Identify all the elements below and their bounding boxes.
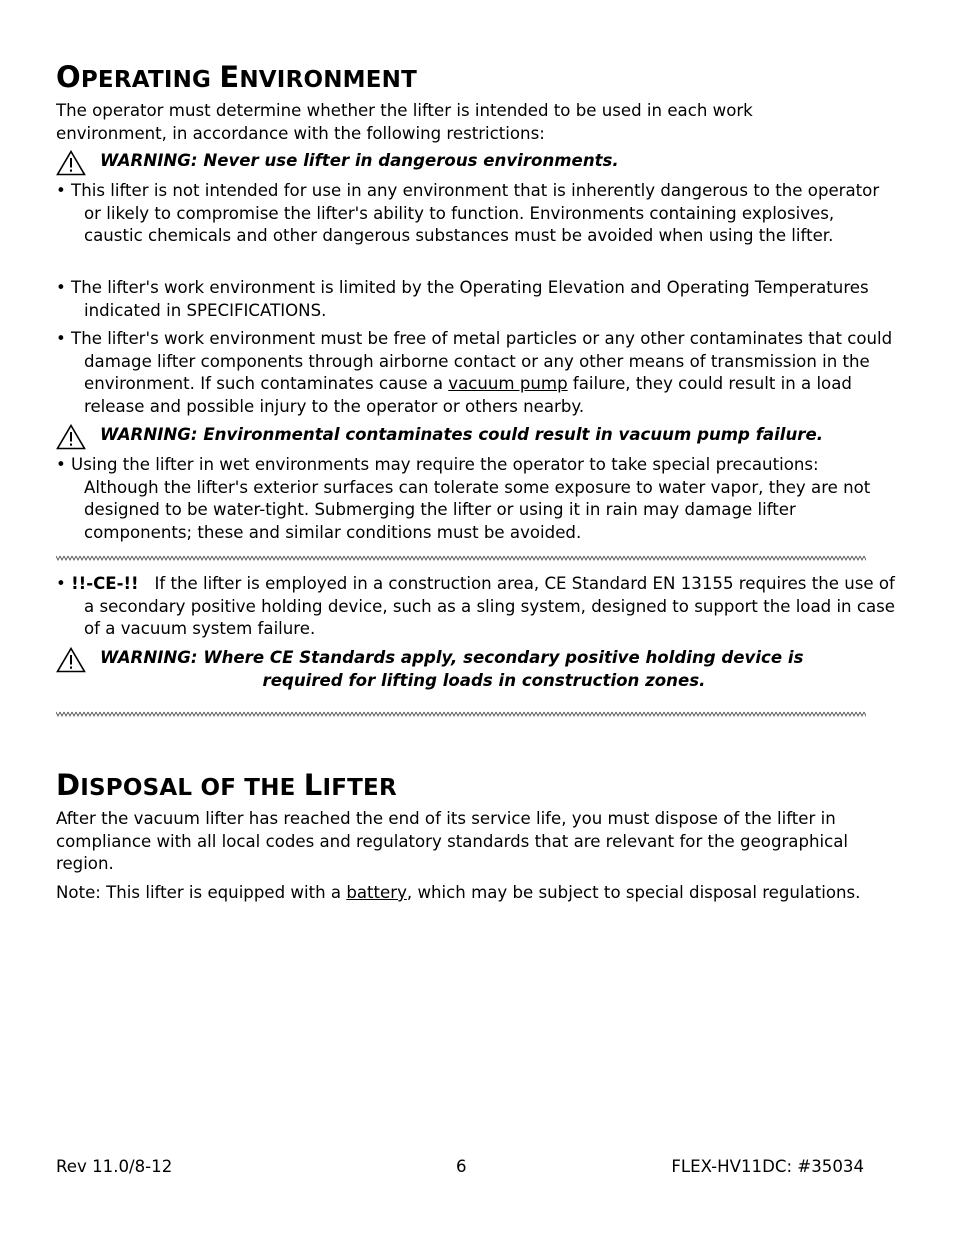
warning-triangle-icon <box>56 150 86 176</box>
disposal-paragraph: After the vacuum lifter has reached the end of its service life, you must dispose of the lifter in compliance with all local codes and regulatory standards that are relevant for the geographical region. <box>56 809 849 873</box>
bullet-contaminates: • The lifter's work environment must be free of metal particles or any other contaminates that could damage lifter components through airborne contact or any other means of transmission in the environment. If such contaminates cause a vacuum pump failure, they could result in a load release and possible injury to the operator or others nearby. <box>56 329 893 416</box>
revision-label: Rev 11.0/8-12 <box>56 1157 173 1176</box>
warning-contaminates: WARNING: Environmental contaminates could result in vacuum pump failure. <box>56 424 868 447</box>
battery-note: Note: This lifter is equipped with a battery, which may be subject to special disposal regulations. <box>56 883 861 902</box>
bullet-ce-standard: • !!-CE-!! If the lifter is employed in a construction area, CE Standard EN 13155 requires the use of a secondary positive holding device, such as a sling system, designed to support the load in case of a vacuum system failure. <box>56 574 901 638</box>
document-id: FLEX-HV11DC: #35034 <box>671 1157 864 1176</box>
section-heading-disposal: DISPOSAL OF THE LIFTER <box>56 768 397 802</box>
warning-ce-holding-device: WARNING: Where CE Standards apply, secondary positive holding device is required for lifting loads in construction zones. <box>56 647 868 692</box>
warning-dangerous-environments: WARNING: Never use lifter in dangerous environments. <box>56 150 868 173</box>
bullet-operating-limits: • The lifter's work environment is limited by the Operating Elevation and Operating Temperatures indicated in SPECIFICATIONS. <box>56 278 869 320</box>
vacuum-pump-link[interactable]: vacuum pump <box>448 374 568 393</box>
warning-triangle-icon <box>56 424 86 450</box>
intro-paragraph: The operator must determine whether the lifter is intended to be used in each work environment, in accordance with the following restrictions: <box>56 101 753 143</box>
ce-label: !!-CE-!! <box>71 574 139 593</box>
section-heading-operating-environment: OPERATING ENVIRONMENT <box>56 60 418 94</box>
ce-divider-bottom <box>56 711 866 717</box>
ce-divider-top <box>56 555 866 561</box>
bullet-wet-environments: • Using the lifter in wet environments may require the operator to take special precautions: Although the lifter's exterior surfaces can tolerate some exposure to water vapor, they are not designed to be water-tight. Submerging the lifter or using it in rain may damage lifter components; these and similar conditions must be avoided. <box>56 455 871 542</box>
battery-link[interactable]: battery <box>346 883 407 902</box>
warning-triangle-icon <box>56 647 86 673</box>
bullet-dangerous-environment: • This lifter is not intended for use in any environment that is inherently dangerous to the operator or likely to compromise the lifter's ability to function. Environments containing explosives, caustic chemicals and other dangerous substances must be avoided when using the lifter. <box>56 181 880 245</box>
page-number: 6 <box>456 1157 467 1176</box>
